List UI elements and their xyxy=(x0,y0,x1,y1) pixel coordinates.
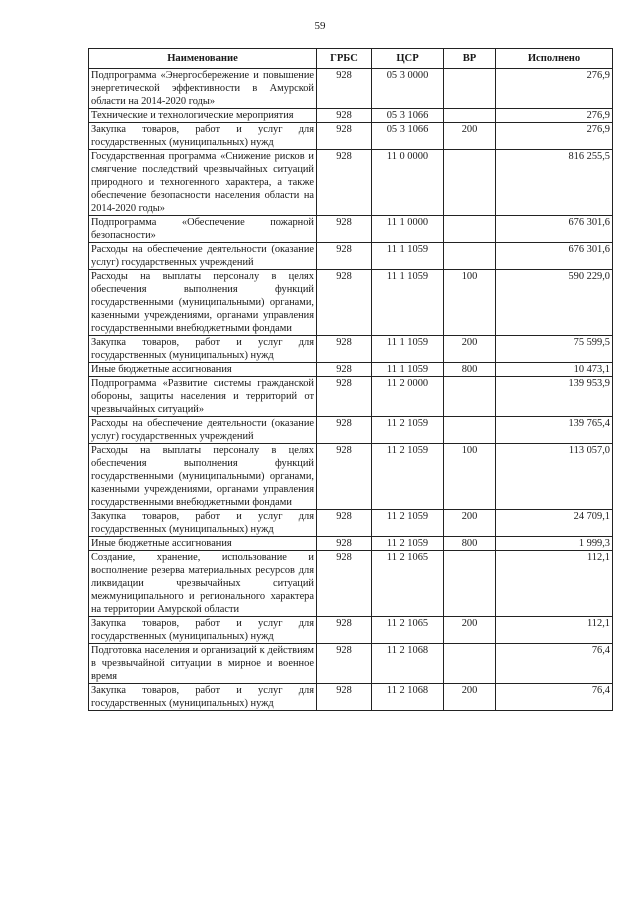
table-row xyxy=(89,109,613,123)
row-csr: 11 2 1059 xyxy=(372,510,444,537)
row-vr: 200 xyxy=(444,336,496,363)
budget-table xyxy=(88,48,613,711)
row-amount: 276,9 xyxy=(496,109,613,123)
row-csr: 11 1 1059 xyxy=(372,270,444,336)
row-name: Подготовка населения и организаций к действиям в чрезвычайной ситуации в мирное и военное время xyxy=(89,644,317,684)
row-vr: 100 xyxy=(444,270,496,336)
row-csr: 11 2 1059 xyxy=(372,417,444,444)
row-amount: 276,9 xyxy=(496,123,613,150)
row-csr: 11 0 0000 xyxy=(372,150,444,216)
row-vr xyxy=(444,377,496,417)
row-grbs: 928 xyxy=(317,417,372,444)
row-vr xyxy=(444,109,496,123)
table-row xyxy=(89,537,613,551)
row-vr: 100 xyxy=(444,444,496,510)
row-csr: 11 1 1059 xyxy=(372,336,444,363)
row-amount: 113 057,0 xyxy=(496,444,613,510)
row-name: Закупка товаров, работ и услуг для государственных (муниципальных) нужд xyxy=(89,123,317,150)
row-grbs: 928 xyxy=(317,216,372,243)
table-row xyxy=(89,270,613,336)
row-name: Технические и технологические мероприятия xyxy=(89,109,317,123)
table-row xyxy=(89,417,613,444)
header-amount: Исполнено xyxy=(496,49,613,69)
row-amount: 139 765,4 xyxy=(496,417,613,444)
row-csr: 05 3 1066 xyxy=(372,109,444,123)
row-csr: 11 2 1059 xyxy=(372,444,444,510)
row-csr: 11 2 1068 xyxy=(372,684,444,711)
row-amount: 676 301,6 xyxy=(496,216,613,243)
table-row xyxy=(89,363,613,377)
row-vr: 200 xyxy=(444,123,496,150)
row-grbs: 928 xyxy=(317,150,372,216)
row-amount: 112,1 xyxy=(496,551,613,617)
row-vr: 200 xyxy=(444,617,496,644)
row-name: Закупка товаров, работ и услуг для государственных (муниципальных) нужд xyxy=(89,336,317,363)
row-grbs: 928 xyxy=(317,617,372,644)
row-name: Закупка товаров, работ и услуг для государственных (муниципальных) нужд xyxy=(89,617,317,644)
row-grbs: 928 xyxy=(317,537,372,551)
row-vr xyxy=(444,417,496,444)
table-row xyxy=(89,216,613,243)
table-row xyxy=(89,336,613,363)
table-row xyxy=(89,551,613,617)
row-name: Подпрограмма «Энергосбережение и повышение энергетической эффективности в Амурской области на 2014-2020 годы» xyxy=(89,69,317,109)
row-vr: 200 xyxy=(444,510,496,537)
row-csr: 05 3 0000 xyxy=(372,69,444,109)
row-grbs: 928 xyxy=(317,123,372,150)
row-csr: 05 3 1066 xyxy=(372,123,444,150)
row-amount: 1 999,3 xyxy=(496,537,613,551)
row-amount: 112,1 xyxy=(496,617,613,644)
row-csr: 11 2 1065 xyxy=(372,617,444,644)
row-vr xyxy=(444,644,496,684)
table-row xyxy=(89,150,613,216)
row-grbs: 928 xyxy=(317,444,372,510)
row-csr: 11 2 1065 xyxy=(372,551,444,617)
header-grbs: ГРБС xyxy=(317,49,372,69)
row-name: Расходы на обеспечение деятельности (оказание услуг) государственных учреждений xyxy=(89,243,317,270)
header-vr: ВР xyxy=(444,49,496,69)
page-number: 59 xyxy=(314,20,326,32)
row-vr: 800 xyxy=(444,537,496,551)
row-name: Иные бюджетные ассигнования xyxy=(89,537,317,551)
table-row xyxy=(89,69,613,109)
table-row xyxy=(89,444,613,510)
row-grbs: 928 xyxy=(317,69,372,109)
row-csr: 11 1 0000 xyxy=(372,216,444,243)
table-row xyxy=(89,243,613,270)
table-header-row xyxy=(89,49,613,69)
row-amount: 590 229,0 xyxy=(496,270,613,336)
table-row xyxy=(89,377,613,417)
row-amount: 276,9 xyxy=(496,69,613,109)
row-grbs: 928 xyxy=(317,109,372,123)
row-csr: 11 2 1059 xyxy=(372,537,444,551)
row-name: Подпрограмма «Обеспечение пожарной безопасности» xyxy=(89,216,317,243)
table-row xyxy=(89,510,613,537)
row-grbs: 928 xyxy=(317,377,372,417)
row-name: Закупка товаров, работ и услуг для государственных (муниципальных) нужд xyxy=(89,684,317,711)
table-row xyxy=(89,644,613,684)
row-amount: 76,4 xyxy=(496,644,613,684)
table-row xyxy=(89,617,613,644)
row-vr: 200 xyxy=(444,684,496,711)
row-csr: 11 2 0000 xyxy=(372,377,444,417)
row-name: Государственная программа «Снижение рисков и смягчение последствий чрезвычайных ситуаций природного и техногенного характера, а также обеспечение безопасности населения области на 2014-2020 годы» xyxy=(89,150,317,216)
row-amount: 75 599,5 xyxy=(496,336,613,363)
row-grbs: 928 xyxy=(317,243,372,270)
row-grbs: 928 xyxy=(317,510,372,537)
row-name: Закупка товаров, работ и услуг для государственных (муниципальных) нужд xyxy=(89,510,317,537)
row-amount: 816 255,5 xyxy=(496,150,613,216)
row-amount: 76,4 xyxy=(496,684,613,711)
row-amount: 676 301,6 xyxy=(496,243,613,270)
row-csr: 11 2 1068 xyxy=(372,644,444,684)
row-vr xyxy=(444,551,496,617)
row-vr xyxy=(444,216,496,243)
row-vr xyxy=(444,69,496,109)
row-amount: 139 953,9 xyxy=(496,377,613,417)
row-grbs: 928 xyxy=(317,644,372,684)
row-amount: 24 709,1 xyxy=(496,510,613,537)
row-name: Создание, хранение, использование и восполнение резерва материальных ресурсов для ликвидации чрезвычайных ситуаций межмуниципального и регионального характера на территории Амурской области xyxy=(89,551,317,617)
table-row xyxy=(89,684,613,711)
row-grbs: 928 xyxy=(317,336,372,363)
row-csr: 11 1 1059 xyxy=(372,243,444,270)
row-name: Расходы на выплаты персоналу в целях обеспечения выполнения функций государственными (муниципальными) органами, казенными учреждениями, органами управления государственными внебюджетными фондами xyxy=(89,270,317,336)
row-name: Расходы на выплаты персоналу в целях обеспечения выполнения функций государственными (муниципальными) органами, казенными учреждениями, органами управления государственными внебюджетными фондами xyxy=(89,444,317,510)
header-name: Наименование xyxy=(89,49,317,69)
row-grbs: 928 xyxy=(317,551,372,617)
table-row xyxy=(89,123,613,150)
row-vr xyxy=(444,243,496,270)
row-name: Иные бюджетные ассигнования xyxy=(89,363,317,377)
row-grbs: 928 xyxy=(317,270,372,336)
row-vr: 800 xyxy=(444,363,496,377)
row-amount: 10 473,1 xyxy=(496,363,613,377)
row-grbs: 928 xyxy=(317,684,372,711)
header-csr: ЦСР xyxy=(372,49,444,69)
row-csr: 11 1 1059 xyxy=(372,363,444,377)
row-grbs: 928 xyxy=(317,363,372,377)
row-vr xyxy=(444,150,496,216)
row-name: Расходы на обеспечение деятельности (оказание услуг) государственных учреждений xyxy=(89,417,317,444)
row-name: Подпрограмма «Развитие системы гражданской обороны, защиты населения и территорий от чрезвычайных ситуаций» xyxy=(89,377,317,417)
